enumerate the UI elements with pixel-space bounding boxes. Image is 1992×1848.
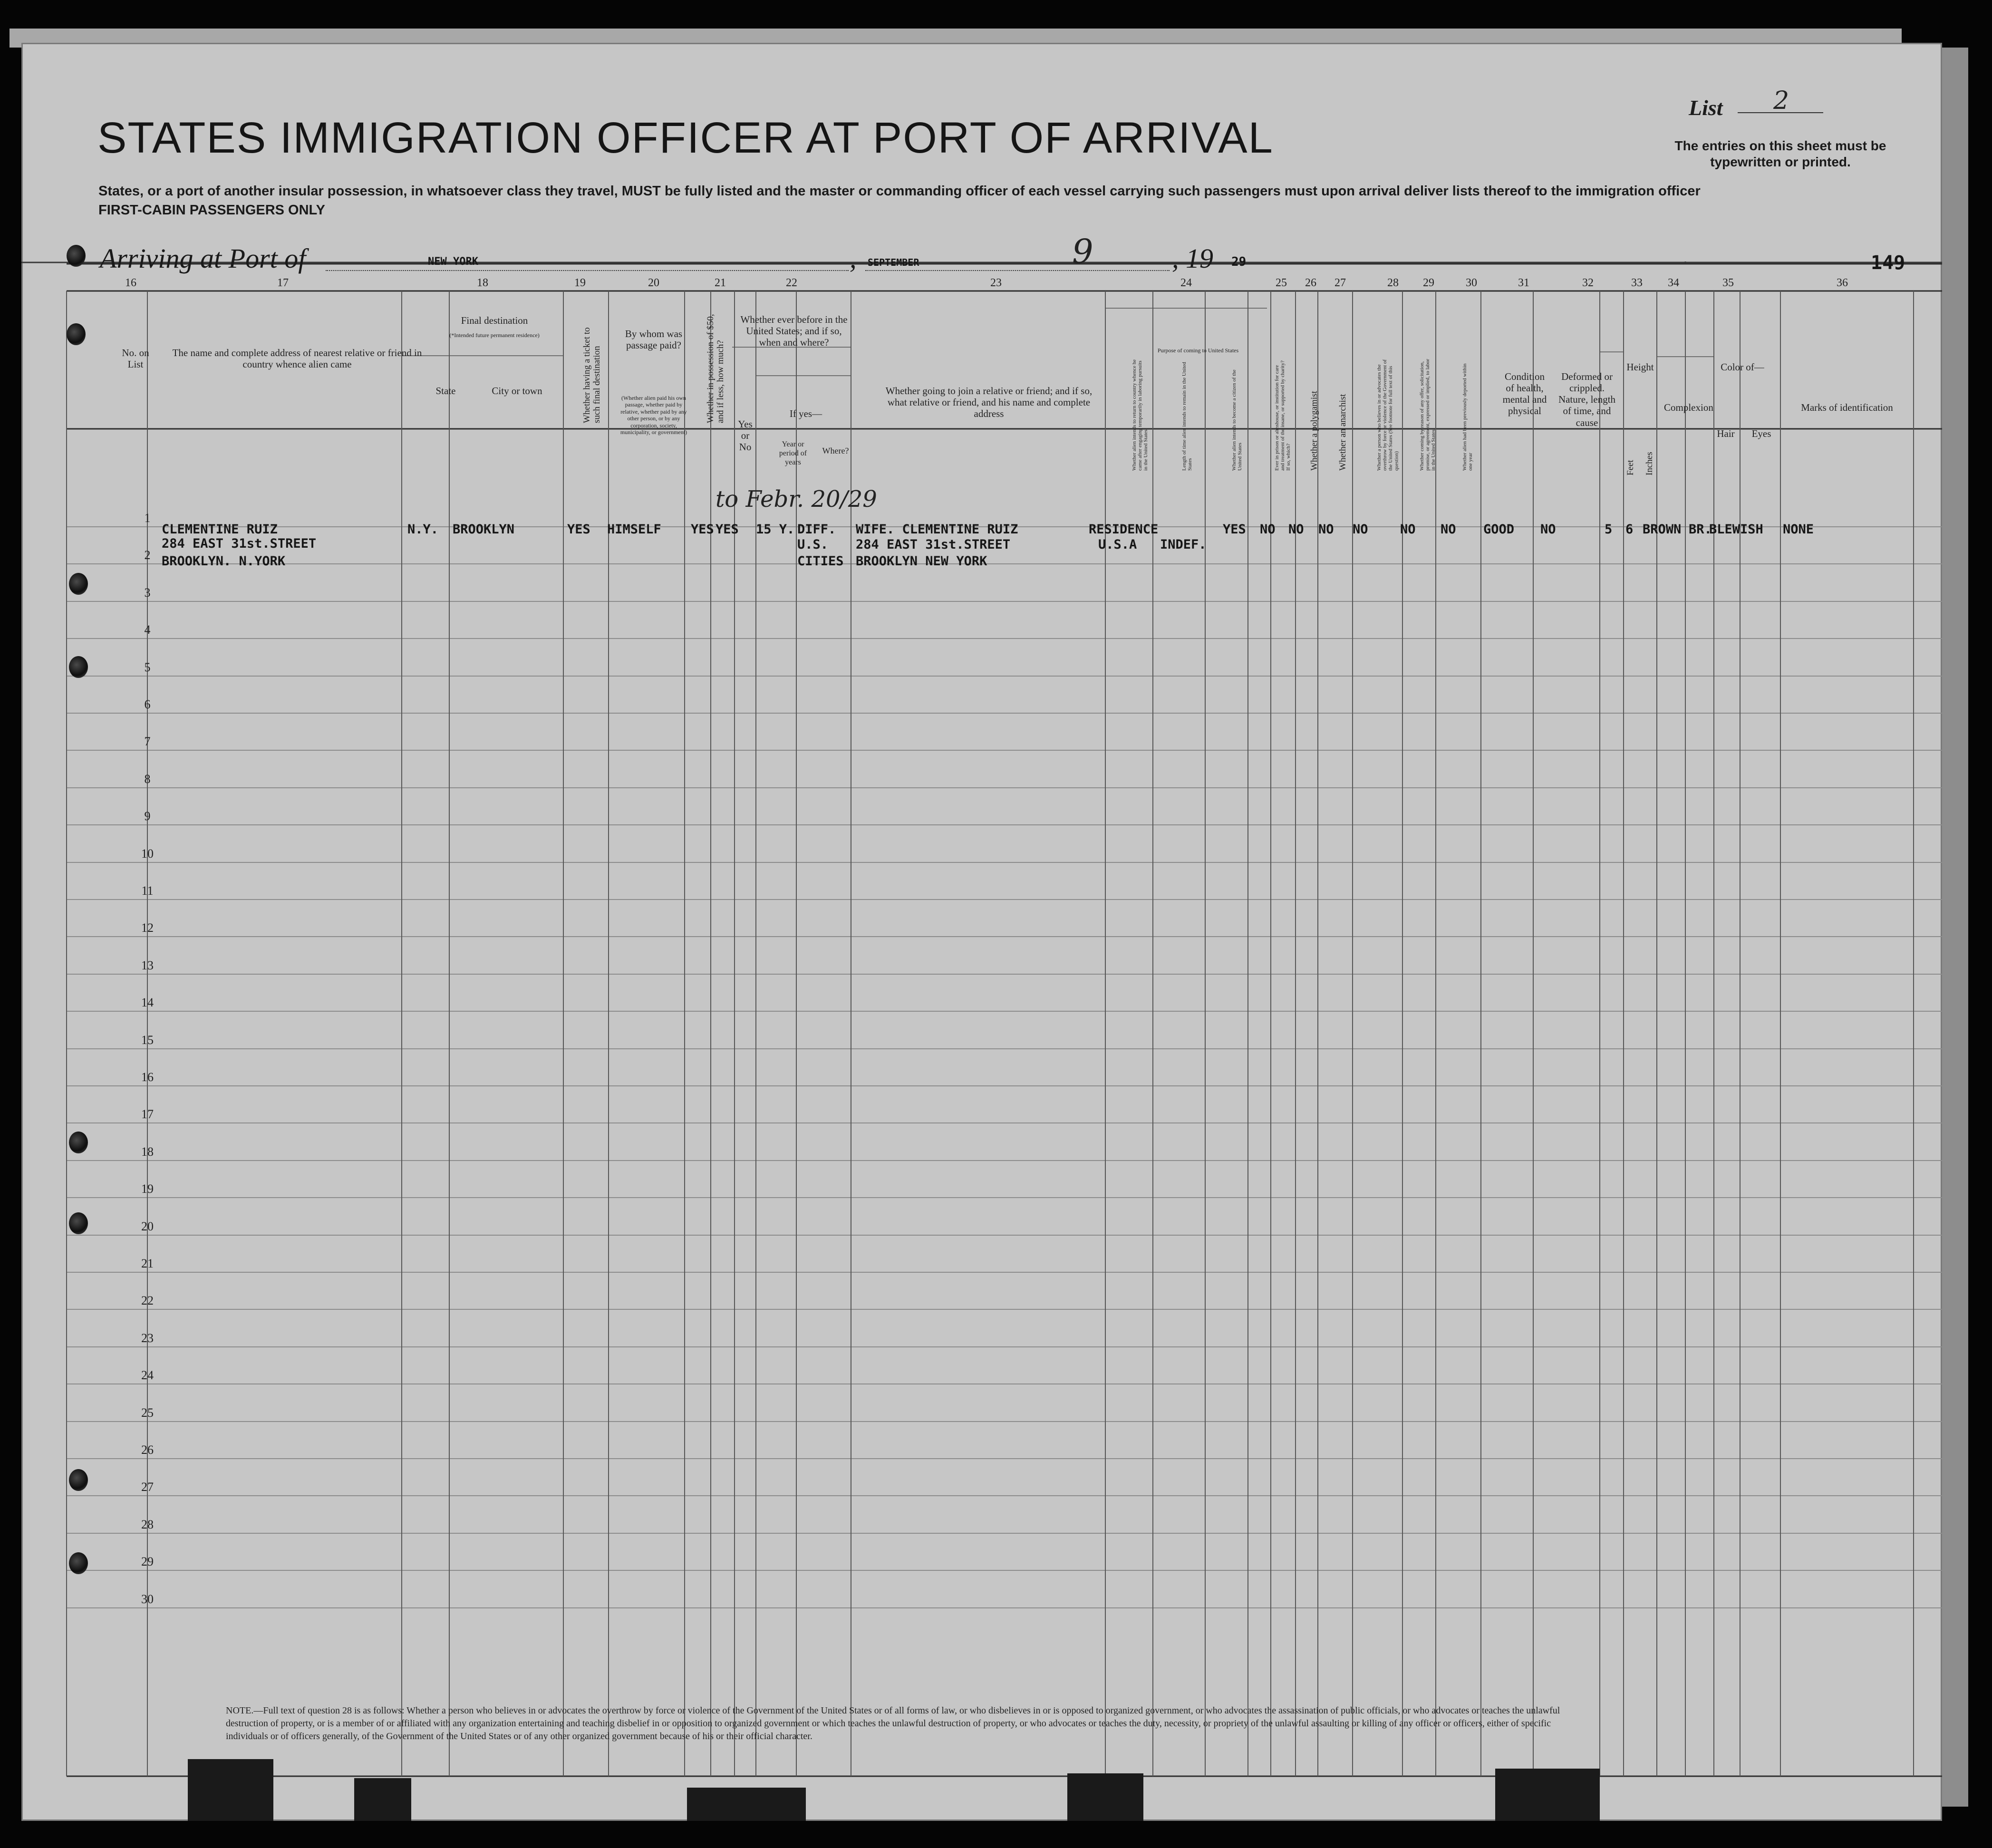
entry-purpose-country: U.S.A [1098, 537, 1137, 552]
date-underline [865, 270, 1170, 271]
underlying-page-stack [1940, 48, 1968, 1807]
row-number: 22 [141, 1294, 154, 1307]
header-money: Whether in possession of $50, and if less, how much? [706, 314, 725, 423]
header-marks: Marks of identification [1801, 402, 1893, 413]
row-number: 4 [144, 623, 151, 637]
entry-state: N.Y. [407, 522, 439, 537]
binder-hole [69, 1212, 88, 1234]
entry-where-1: DIFF. [797, 522, 836, 537]
arriving-label: Arriving at Port of [100, 243, 306, 274]
header-polygamist: Whether a polygamist [1309, 391, 1319, 471]
row-number: 23 [141, 1331, 154, 1345]
port-comma: , [850, 243, 857, 274]
torn-edge [1067, 1773, 1143, 1821]
colnum-21: 21 [715, 277, 726, 289]
entry-city: BROOKLYN [453, 522, 515, 537]
colnum-32: 32 [1582, 277, 1594, 289]
row-number: 10 [141, 847, 154, 861]
header-passage-paid-note: (Whether alien paid his own passage, whether paid by relative, whether paid by any other person, or by any corporation, society, municipality, or government) [620, 395, 687, 435]
row-number: 7 [144, 735, 151, 748]
entry-money: YES [691, 522, 714, 537]
list-number: 2 [1773, 87, 1789, 115]
header-eyes: Eyes [1751, 428, 1771, 439]
entry-joining-city: BROOKLYN NEW YORK [856, 554, 987, 569]
binder-hole [69, 1552, 88, 1574]
row-number: 9 [144, 809, 151, 823]
colnum-19: 19 [574, 277, 586, 289]
row-number: 30 [141, 1592, 154, 1606]
row-number: 6 [144, 697, 151, 711]
row-number: 21 [141, 1257, 154, 1270]
colnum-33: 33 [1631, 277, 1643, 289]
row-number: 8 [144, 772, 151, 786]
row-number: 19 [141, 1182, 154, 1196]
header-final-destination-note: (*Intended future permanent residence) [449, 332, 540, 339]
entry-feet: 5 [1605, 522, 1613, 537]
header-overthrow: Whether a person who believes in or advocates the overthrow by force or violence of the Government of the United States (See footnote for full text of this question) [1376, 359, 1400, 471]
entry-become-citizen: YES [1223, 522, 1246, 537]
header-city: City or town [492, 385, 542, 397]
entry-where-3: CITIES [797, 554, 844, 569]
colnum-23: 23 [990, 277, 1002, 289]
port-underline [326, 270, 849, 271]
entry-handwritten-annotation: to Febr. 20/29 [716, 486, 877, 513]
day-value: 9 [1072, 232, 1093, 271]
header-ever-in-us: Whether ever before in the United States; and if so, when and where? [740, 314, 848, 348]
row-number: 12 [141, 921, 154, 935]
colnum-16: 16 [125, 277, 136, 289]
entry-purpose: RESIDENCE [1089, 522, 1159, 537]
row-number: 25 [141, 1406, 154, 1420]
colnum-29: 29 [1423, 277, 1434, 289]
list-label: List [1689, 96, 1723, 120]
entry-joining-relation: WIFE. CLEMENTINE RUIZ [856, 522, 1018, 537]
entry-relative-street: 284 EAST 31st.STREET [162, 536, 317, 551]
colnum-22: 22 [786, 277, 797, 289]
entry-marks: NONE [1783, 522, 1814, 537]
entry-joining-street: 284 EAST 31st.STREET [856, 537, 1011, 552]
header-deformed: Deformed or crippled. Nature, length of time, and cause [1558, 371, 1616, 428]
header-purpose-citizen: Whether alien intends to become a citizen of the United States [1231, 369, 1243, 471]
colnum-31: 31 [1518, 277, 1529, 289]
header-ticket: Whether having a ticket to such final destination [582, 327, 602, 423]
header-joining: Whether going to join a relative or friend; and if so, what relative or friend, and his name and complete address [885, 385, 1093, 420]
header-deported: Whether alien had been previously deported within one year [1462, 363, 1474, 471]
header-state: State [435, 385, 456, 397]
row-number: 18 [141, 1145, 154, 1159]
torn-edge [354, 1778, 411, 1821]
entry-complexion: BROWN [1643, 522, 1682, 537]
header-height: Height [1626, 361, 1654, 373]
entry-paid-by: HIMSELF [607, 522, 661, 537]
port-value: NEW YORK [428, 256, 478, 268]
manifest-page [21, 43, 1942, 1821]
entry-length-of-stay: INDEF. [1160, 537, 1207, 552]
row-number: 16 [141, 1070, 154, 1084]
entry-period: 15 Y. [756, 522, 795, 537]
entry-anarchist: NO [1318, 522, 1334, 537]
row-number: 15 [141, 1033, 154, 1047]
entry-overthrow: NO [1353, 522, 1368, 537]
colnum-26: 26 [1305, 277, 1316, 289]
binder-hole [67, 245, 86, 267]
entry-relative-city: BROOKLYN. N.YORK [162, 554, 286, 569]
header-if-yes: If yes— [789, 408, 822, 419]
torn-edge [188, 1759, 273, 1821]
page-number: 149 [1871, 252, 1905, 274]
header-relative: The name and complete address of nearest relative or friend in country whence alien came [172, 347, 422, 370]
row-number: 20 [141, 1219, 154, 1233]
colnum-34: 34 [1668, 277, 1679, 289]
colnum-24: 24 [1180, 277, 1192, 289]
typewritten-note: The entries on this sheet must be typewritten or printed. [1674, 138, 1886, 169]
row-number: 24 [141, 1368, 154, 1382]
header-period: Year or period of years [779, 440, 807, 467]
entry-health: GOOD [1483, 522, 1515, 537]
entry-inches: 6 [1625, 522, 1634, 537]
class-line: FIRST-CABIN PASSENGERS ONLY [98, 203, 325, 218]
binder-hole [69, 1469, 88, 1491]
header-anarchist: Whether an anarchist [1338, 394, 1348, 471]
footnote-text: NOTE.—Full text of question 28 is as follows: Whether a person who believes in or advocates the overthrow by force or violence of the Government of the United States or of all forms of law, or who disbelieves in or is opposed to organized government, or who advocates the assassination of public officials, or who advocates or teaches the unlawful destruction of property, or is a member of or affiliated with any organization entertaining and teaching disbelief in or opposition to organized government or which teaches the unlawful destruction of property, or who advocates or teaches the duty, necessity, or propriety of the unlawful assaulting or killing of any officer or officers, either of specific individuals or of officers generally, of the Government of the United States or of any other organized government because of his or their official character. [226, 1705, 1560, 1742]
form-title: STATES IMMIGRATION OFFICER AT PORT OF ARRIVAL [97, 114, 1274, 162]
header-passage-paid: By whom was passage paid? [625, 328, 683, 351]
torn-edge [1495, 1769, 1600, 1821]
row-number: 17 [141, 1107, 154, 1121]
header-labor-offer: Whether coming by reason of any offer, solicitation, promise, or agreement, expressed or implied, to labor in the United States [1419, 358, 1437, 471]
binder-hole [69, 1132, 88, 1153]
binder-hole [69, 573, 88, 595]
colnum-35: 35 [1722, 277, 1734, 289]
binder-hole [67, 323, 86, 345]
entry-eyes: BLEWISH [1709, 522, 1763, 537]
row-number: 28 [141, 1518, 154, 1531]
entry-before-in-us: YES [716, 522, 739, 537]
header-where: Where? [822, 446, 849, 455]
colnum-30: 30 [1466, 277, 1477, 289]
header-health: Condition of health, mental and physical [1502, 371, 1547, 417]
header-hair: Hair [1717, 428, 1735, 439]
header-inches: Inches [1644, 452, 1654, 475]
entry-where-2: U.S. [797, 537, 829, 552]
entry-hair: BR. [1689, 522, 1712, 537]
colnum-18: 18 [477, 277, 488, 289]
year-suffix: 29 [1231, 255, 1247, 269]
header-final-destination: Final destination [461, 315, 528, 326]
colnum-28: 28 [1387, 277, 1399, 289]
torn-edge [687, 1788, 806, 1821]
row-number: 14 [141, 996, 154, 1009]
colnum-27: 27 [1334, 277, 1346, 289]
row-number: 3 [144, 586, 151, 600]
header-yes-no: Yes or No [738, 418, 753, 453]
colnum-36: 36 [1837, 277, 1848, 289]
header-feet: Feet [1625, 460, 1635, 475]
header-no-on-list: No. on List [122, 347, 149, 370]
entry-ticket: YES [567, 522, 590, 537]
manifest-grid [21, 43, 1942, 1821]
year-prefix: , 19 [1172, 243, 1213, 274]
row-number: 5 [144, 660, 151, 674]
header-prison: Ever in prison or almshouse, or institution for care and treatment of the insane, or supported by charity? If so, which? [1274, 360, 1292, 471]
entry-prison: NO [1260, 522, 1276, 537]
binder-hole [69, 656, 88, 678]
colnum-25: 25 [1276, 277, 1287, 289]
form-subtitle: States, or a port of another insular possession, in whatsoever class they travel, MUST be fully listed and the master or commanding officer of each vessel carrying such passengers must upon arrival deliver lists thereof to the immigration officer [98, 184, 1701, 199]
entry-labor-offer: NO [1400, 522, 1416, 537]
row-number: 26 [141, 1443, 154, 1457]
row-number: 2 [144, 548, 151, 562]
entry-relative-name: CLEMENTINE RUIZ [162, 522, 278, 537]
entry-deported: NO [1441, 522, 1456, 537]
header-color: Color of— [1721, 361, 1764, 373]
row-number: 13 [141, 958, 154, 972]
row-number: 29 [141, 1555, 154, 1568]
entry-polygamist: NO [1288, 522, 1304, 537]
row-number: 1 [144, 511, 151, 525]
header-purpose-return: Whether alien intends to return to country whence he came after engaging temporarily in laboring pursuits in the United States [1131, 359, 1149, 471]
entry-deformed: NO [1540, 522, 1556, 537]
month-value: SEPTEMBER [868, 257, 919, 268]
header-purpose: Purpose of coming to United States [1157, 347, 1239, 354]
colnum-17: 17 [277, 277, 289, 289]
header-complexion: Complexion [1664, 402, 1713, 413]
row-number: 27 [141, 1480, 154, 1494]
row-number: 11 [141, 884, 154, 898]
colnum-20: 20 [648, 277, 659, 289]
header-purpose-length: Length of time alien intends to remain in the United States [1181, 362, 1193, 471]
